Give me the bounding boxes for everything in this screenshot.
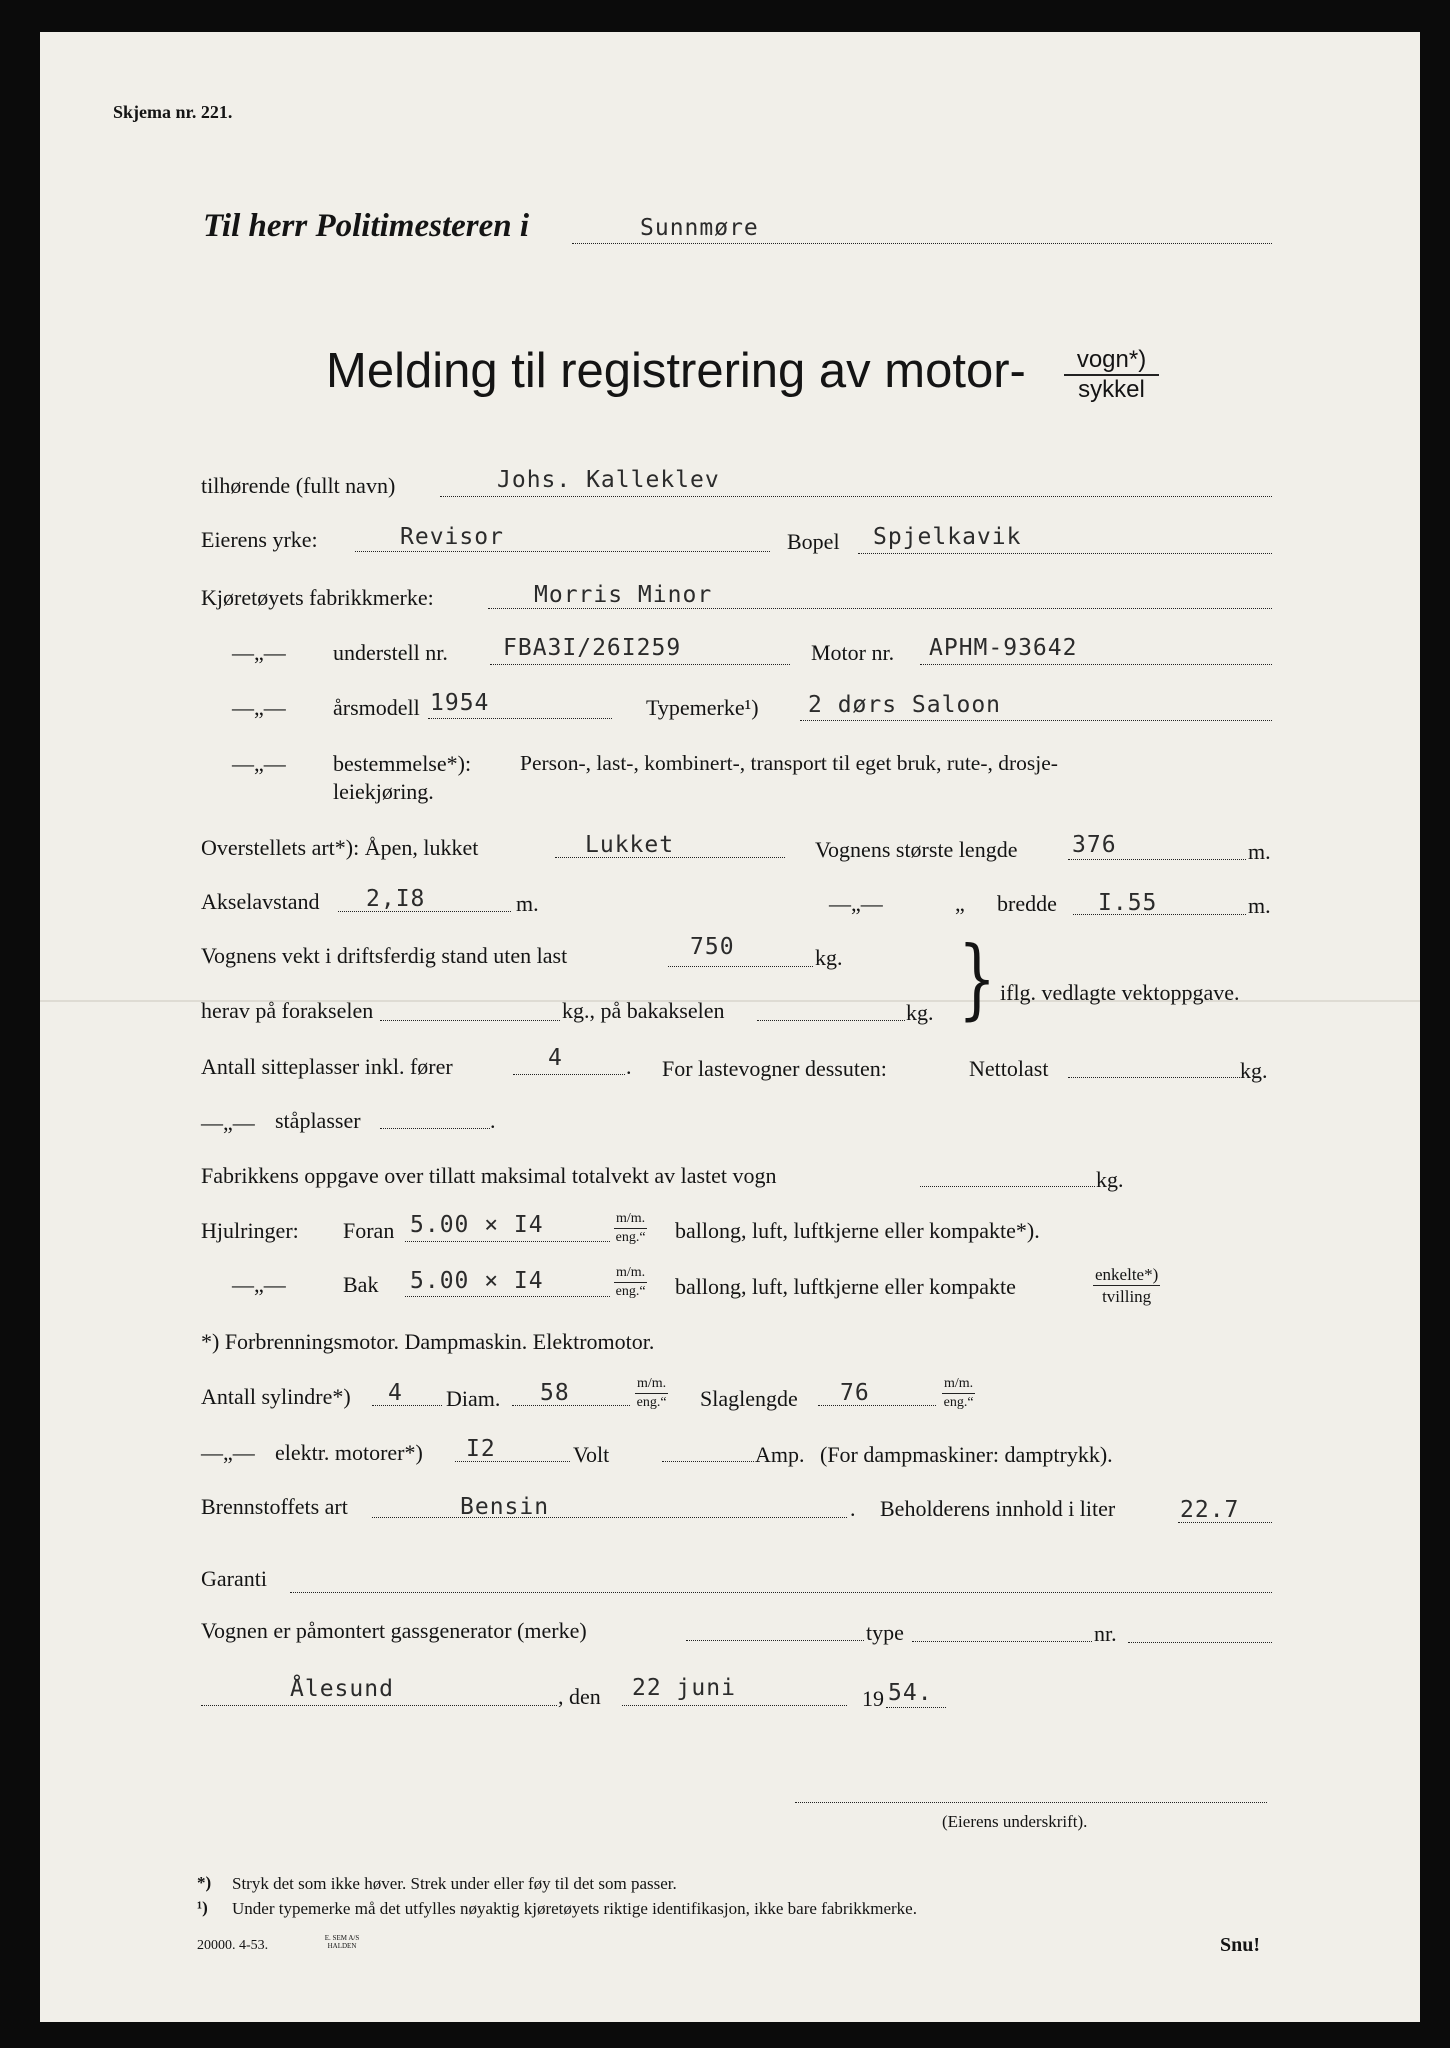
diam-value: 58 <box>540 1380 570 1406</box>
make-line <box>488 608 1272 609</box>
front-axle-line <box>380 1020 560 1021</box>
gas-label: Vognen er påmontert gassgenerator (merke) <box>201 1618 587 1643</box>
signature-line <box>795 1802 1267 1803</box>
width-label: bredde <box>997 891 1057 916</box>
residence-line <box>858 553 1272 554</box>
fuel-period: . <box>850 1496 856 1521</box>
diam-unit-eng: eng.“ <box>636 1395 667 1410</box>
single-twin <box>1093 1264 1160 1307</box>
gas-no-label: nr. <box>1094 1621 1117 1646</box>
weight-value: 750 <box>690 934 735 960</box>
tank-value: 22.7 <box>1180 1497 1240 1523</box>
motor-line <box>920 664 1272 665</box>
seats-line <box>513 1074 625 1075</box>
rear-label: Bak <box>343 1272 379 1297</box>
max-weight-label: Fabrikkens oppgave over tillatt maksimal totalvekt av lastet vogn <box>201 1163 777 1188</box>
diam-label: Diam. <box>446 1386 501 1411</box>
cylinders-value: 4 <box>388 1380 403 1406</box>
length-line <box>1068 859 1246 860</box>
signing-year-line <box>886 1707 946 1708</box>
tank-label: Beholderens innhold i liter <box>880 1496 1116 1521</box>
diam-line <box>512 1405 630 1406</box>
gas-type-label: type <box>866 1620 904 1645</box>
wheelbase-value: 2,I8 <box>366 886 426 912</box>
footnote-2-mark: ¹) <box>197 1898 208 1917</box>
title-top: vogn*) <box>1064 346 1159 376</box>
length-label: Vognens største lengde <box>815 837 1018 862</box>
wheelbase-unit: m. <box>516 891 539 916</box>
truck-label: For lastevogner dessuten: <box>662 1056 887 1081</box>
fuel-line <box>372 1517 847 1518</box>
stroke-unit-mm: m/m. <box>942 1375 975 1394</box>
guarantee-label: Garanti <box>201 1566 267 1591</box>
turn-over: Snu! <box>1220 1934 1261 1956</box>
cylinders-line <box>372 1405 442 1406</box>
wheelbase-label: Akselavstand <box>201 889 320 914</box>
net-unit: kg. <box>1240 1058 1268 1083</box>
footnote-2: Under typemerke må det utfylles nøyaktig kjøretøyets riktige identifikasjon, ikke bare fabrikkmerke. <box>232 1899 917 1918</box>
weight-unit: kg. <box>815 945 843 970</box>
purpose-label: bestemmelse*): <box>333 751 472 776</box>
addressee-label: Til herr Politimesteren i <box>203 208 530 244</box>
electric-label: elektr. motorer*) <box>275 1440 423 1465</box>
engine-types: *) Forbrenningsmotor. Dampmaskin. Elektromotor. <box>201 1329 655 1354</box>
front-label: Foran <box>343 1218 395 1243</box>
ditto-5: —„— <box>201 1110 255 1135</box>
width-line <box>1073 914 1246 915</box>
year-value: 1954 <box>430 690 490 716</box>
brace: } <box>958 928 997 1031</box>
standing-line <box>380 1128 490 1129</box>
make-label: Kjøretøyets fabrikkmerke: <box>201 585 434 610</box>
type-label: Typemerke¹) <box>646 695 759 720</box>
front-tyre-types: ballong, luft, luftkjerne eller kompakte*). <box>675 1218 1040 1243</box>
body-label: Overstellets art*): Åpen, lukket <box>201 835 479 860</box>
purpose-text-2: leiekjøring. <box>333 779 434 804</box>
ditto-1: —„— <box>232 640 286 665</box>
width-value: I.55 <box>1098 890 1158 916</box>
tank-line <box>1178 1522 1272 1523</box>
length-value: 376 <box>1072 832 1117 858</box>
ditto-7: —„— <box>201 1440 255 1465</box>
diam-unit <box>635 1375 668 1412</box>
date-line <box>622 1705 847 1706</box>
fuel-value: Bensin <box>460 1494 550 1520</box>
seats-period: . <box>626 1054 632 1079</box>
type-line <box>800 720 1272 721</box>
front-axle-label: herav på forakselen <box>201 998 374 1023</box>
occupation-line <box>355 551 770 552</box>
title-bottom: sykkel <box>1078 376 1145 403</box>
rear-tyre-types: ballong, luft, luftkjerne eller kompakte <box>675 1274 1016 1299</box>
stroke-unit-eng: eng.“ <box>943 1395 974 1410</box>
date-value: 22 juni <box>632 1675 736 1701</box>
owner-value: Johs. Kalleklev <box>497 467 720 493</box>
ditto-2: —„— <box>232 695 286 720</box>
printer: E. SEM A/S HALDEN <box>324 1934 360 1950</box>
chassis-value: FBA3I/26I259 <box>503 635 682 661</box>
rear-axle-line <box>757 1020 905 1021</box>
signature-label: (Eierens underskrift). <box>942 1812 1088 1831</box>
footnote-1: Stryk det som ikke høver. Strek under eller føy til det som passer. <box>232 1874 677 1893</box>
twin-option: tvilling <box>1102 1287 1152 1306</box>
gas-line <box>686 1640 864 1641</box>
weight-note: iflg. vedlagte vektoppgave. <box>1000 980 1240 1005</box>
place-line <box>201 1705 557 1706</box>
footnote-1-mark: *) <box>197 1873 212 1892</box>
addressee-line <box>572 243 1272 244</box>
gas-no-line <box>1128 1642 1272 1643</box>
schema-number: Skjema nr. 221. <box>113 102 233 122</box>
stroke-unit <box>942 1375 975 1412</box>
form-title: Melding til registrering av motor- <box>326 344 1026 398</box>
weight-line <box>668 966 813 967</box>
front-line <box>405 1241 610 1242</box>
purpose-text: Person-, last-, kombinert-, transport til eget bruk, rute-, drosje- <box>520 751 1058 775</box>
max-weight-unit: kg. <box>1096 1167 1124 1192</box>
occupation-value: Revisor <box>400 524 504 550</box>
cylinders-label: Antall sylindre*) <box>201 1384 351 1409</box>
front-unit-mm: m/m. <box>614 1210 647 1229</box>
ditto-6: —„— <box>232 1272 286 1297</box>
stroke-label: Slaglengde <box>700 1386 798 1411</box>
volt-value: I2 <box>466 1436 496 1462</box>
rear-line <box>405 1296 610 1297</box>
owner-line <box>440 496 1272 497</box>
year-label: årsmodell <box>333 695 420 720</box>
chassis-label: understell nr. <box>333 640 448 665</box>
owner-label: tilhørende (fullt navn) <box>201 473 396 498</box>
residence-value: Spjelkavik <box>873 524 1022 550</box>
net-label: Nettolast <box>969 1056 1049 1081</box>
year-line <box>428 718 612 719</box>
rear-value: 5.00 × I4 <box>410 1268 544 1294</box>
rear-axle-label: kg., på bakakselen <box>562 998 725 1023</box>
make-value: Morris Minor <box>534 582 713 608</box>
fuel-label: Brennstoffets art <box>201 1494 348 1519</box>
stroke-line <box>818 1405 936 1406</box>
rear-axle-unit: kg. <box>906 1000 934 1025</box>
body-value: Lukket <box>585 832 675 858</box>
max-weight-line <box>920 1186 1095 1187</box>
rear-unit-mm: m/m. <box>614 1264 647 1283</box>
place-value: Ålesund <box>290 1676 394 1702</box>
date-label: , den <box>558 1684 601 1709</box>
amp-label: Amp. <box>755 1442 805 1467</box>
standing-label: ståplasser <box>275 1108 361 1133</box>
year-prefix: 19 <box>862 1686 884 1711</box>
weight-label: Vognens vekt i driftsferdig stand uten last <box>201 943 568 968</box>
front-value: 5.00 × I4 <box>410 1212 544 1238</box>
chassis-line <box>490 664 790 665</box>
rear-unit-eng: eng.“ <box>615 1284 646 1299</box>
volt-label: Volt <box>573 1442 610 1467</box>
year-suffix: 54. <box>888 1680 933 1706</box>
gas-type-line <box>912 1641 1092 1642</box>
seats-label: Antall sitteplasser inkl. fører <box>201 1054 453 1079</box>
front-unit <box>614 1210 647 1247</box>
width-ditto: „ <box>955 891 965 916</box>
motor-value: APHM-93642 <box>929 635 1078 661</box>
title-fraction <box>1064 346 1159 404</box>
body-line <box>555 857 785 858</box>
net-line <box>1068 1077 1240 1078</box>
residence-label: Bopel <box>787 529 840 554</box>
steam-label: (For dampmaskiner: damptrykk). <box>820 1442 1113 1467</box>
seats-value: 4 <box>548 1045 563 1071</box>
occupation-label: Eierens yrke: <box>201 527 318 552</box>
front-unit-eng: eng.“ <box>615 1230 646 1245</box>
stroke-value: 76 <box>840 1380 870 1406</box>
standing-period: . <box>490 1108 496 1133</box>
form-sheet <box>40 32 1420 2022</box>
ditto-3: —„— <box>232 751 286 776</box>
type-value: 2 dørs Saloon <box>808 692 1002 718</box>
rear-unit <box>614 1264 647 1301</box>
single-option: enkelte*) <box>1095 1265 1159 1284</box>
length-unit: m. <box>1248 839 1271 864</box>
ditto-4: —„— <box>829 891 883 916</box>
amp-line <box>662 1461 754 1462</box>
motor-label: Motor nr. <box>811 640 895 665</box>
width-unit: m. <box>1248 893 1271 918</box>
print-info: 20000. 4-53. <box>197 1938 269 1953</box>
diam-unit-mm: m/m. <box>635 1375 668 1394</box>
guarantee-line <box>290 1592 1272 1593</box>
wheelbase-line <box>338 911 511 912</box>
tyres-label: Hjulringer: <box>201 1218 299 1243</box>
addressee-value: Sunnmøre <box>640 215 759 241</box>
volt-line <box>455 1461 570 1462</box>
